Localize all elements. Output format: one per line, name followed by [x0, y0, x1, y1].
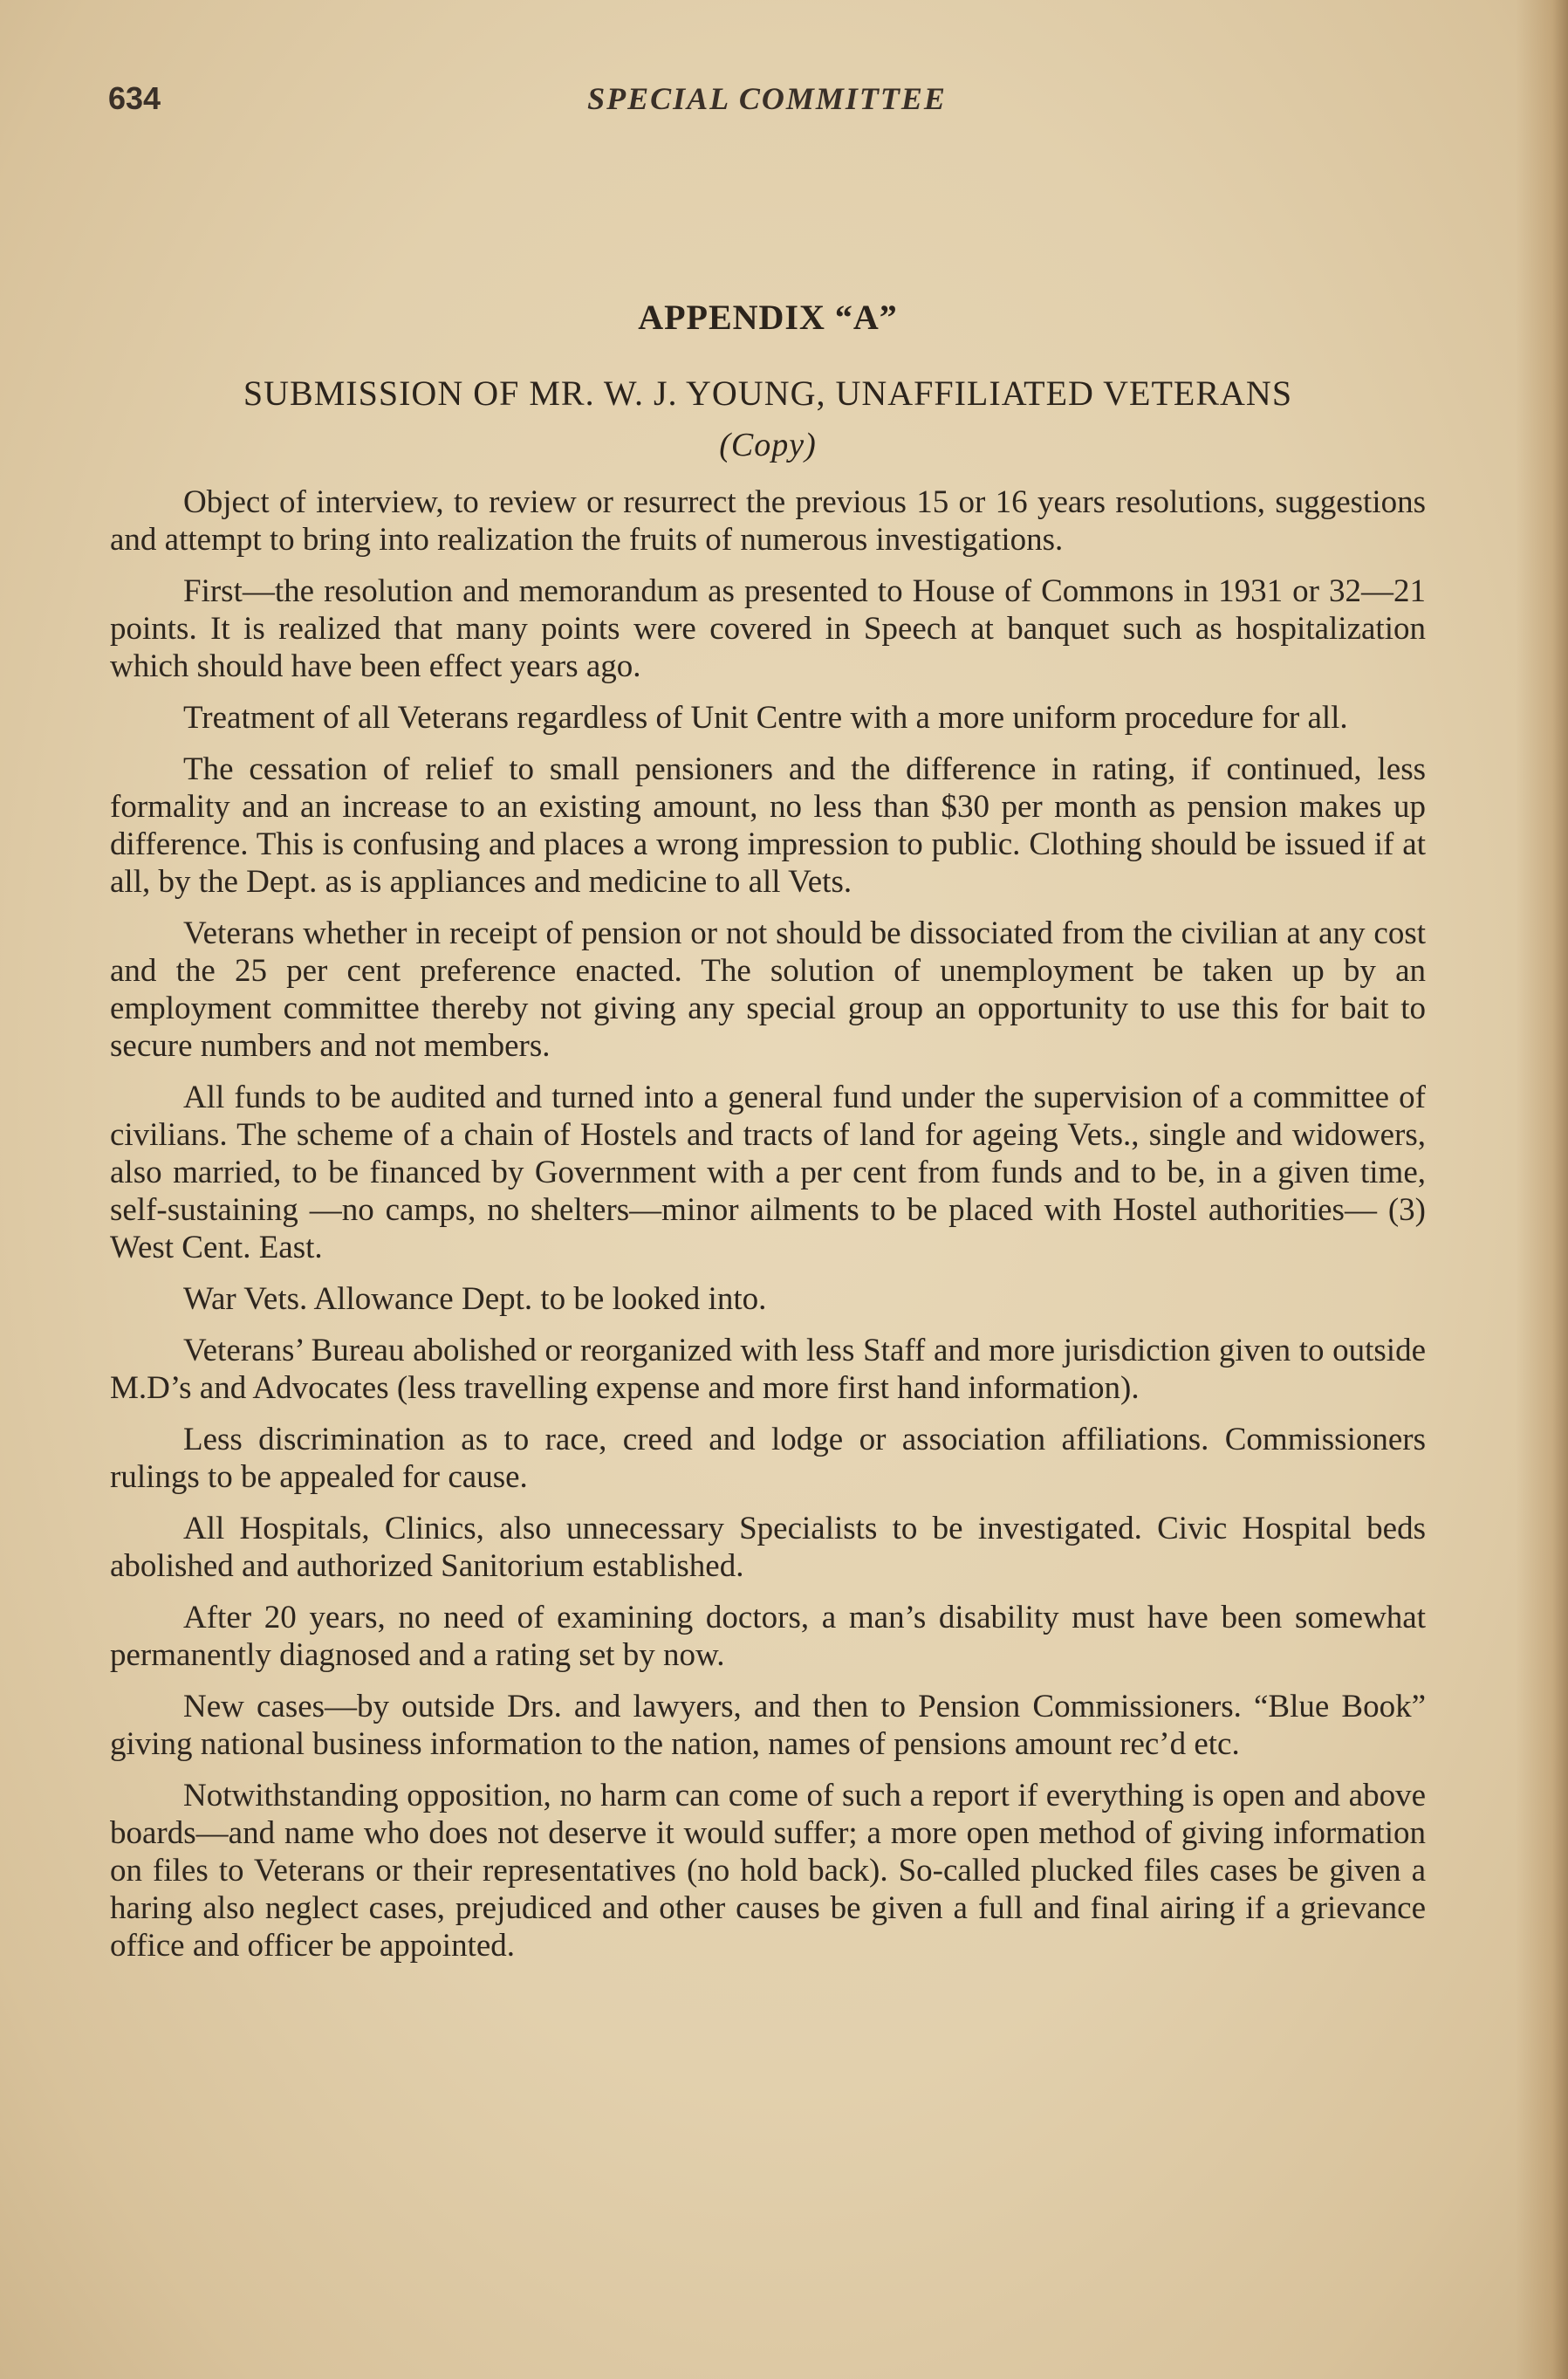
paragraph: New cases—by outside Drs. and lawyers, and then to Pension Commissioners. “Blue Book” giving national business information to the nation, names of pensions amount rec’d etc.	[110, 1689, 1426, 1762]
paragraph: After 20 years, no need of examining doctors, a man’s disability must have been somewhat permanently diagnosed and a rating set by now.	[110, 1600, 1426, 1673]
submission-title: SUBMISSION OF MR. W. J. YOUNG, UNAFFILIATED VETERANS	[243, 374, 1293, 413]
paragraph: Veterans whether in receipt of pension or not should be dissociated from the civilian at any cost and the 25 per cent preference enacted. The solution of unemployment be taken up by an employment committee thereby not giving any special group an opportunity to use this for bait to secure numbers and not members.	[110, 915, 1426, 1064]
paragraph: Object of interview, to review or resurrect the previous 15 or 16 years resolutions, suggestions and attempt to bring into realization the fruits of numerous investigations.	[110, 484, 1426, 558]
page-header	[108, 80, 1426, 133]
running-head: SPECIAL COMMITTEE	[587, 81, 947, 116]
page-edge-shadow	[1516, 0, 1568, 2379]
document-body	[110, 297, 1426, 1978]
paragraph: First—the resolution and memorandum as presented to House of Commons in 1931 or 32—21 points. It is realized that many points were covered in Speech at banquet such as hospitalization which should have been effect years ago.	[110, 573, 1426, 684]
copy-note: (Copy)	[719, 427, 817, 463]
paragraph: Treatment of all Veterans regardless of Unit Centre with a more uniform procedure for all.	[183, 700, 1348, 736]
paragraph: The cessation of relief to small pensioners and the difference in rating, if continued, less formality and an increase to an existing amount, no less than $30 per month as pension makes up difference. This is confusing and places a wrong impression to public. Clothing should be issued if at all, by the Dept. as is appliances and medicine to all Vets.	[110, 751, 1426, 900]
appendix-title: APPENDIX “A”	[638, 298, 898, 337]
page-number: 634	[108, 80, 161, 116]
paragraph: Veterans’ Bureau abolished or reorganized with less Staff and more jurisdiction given to outside M.D’s and Advocates (less travelling expense and more first hand information).	[110, 1333, 1426, 1406]
paragraph: All Hospitals, Clinics, also unnecessary Specialists to be investigated. Civic Hospital beds abolished and authorized Sanitorium established.	[110, 1511, 1426, 1584]
paragraph: Notwithstanding opposition, no harm can come of such a report if everything is open and above boards—and name who does not deserve it would suffer; a more open method of giving information on files to Veterans or their representatives (no hold back). So-called plucked files cases be given a haring also neglect cases, prejudiced and other causes be given a full and final airing if a grievance office and officer be appointed.	[110, 1778, 1426, 1964]
paragraph: All funds to be audited and turned into a general fund under the supervision of a committee of civilians. The scheme of a chain of Hostels and tracts of land for ageing Vets., single and widowers, also married, to be financed by Government with a per cent from funds and to be, in a given time, self-sustaining —no camps, no shelters—minor ailments to be placed with Hostel authorities— (3) West Cent. East.	[110, 1080, 1426, 1265]
paragraph: War Vets. Allowance Dept. to be looked into.	[183, 1281, 767, 1317]
paragraph: Less discrimination as to race, creed and lodge or association affiliations. Commissioners rulings to be appealed for cause.	[110, 1422, 1426, 1495]
